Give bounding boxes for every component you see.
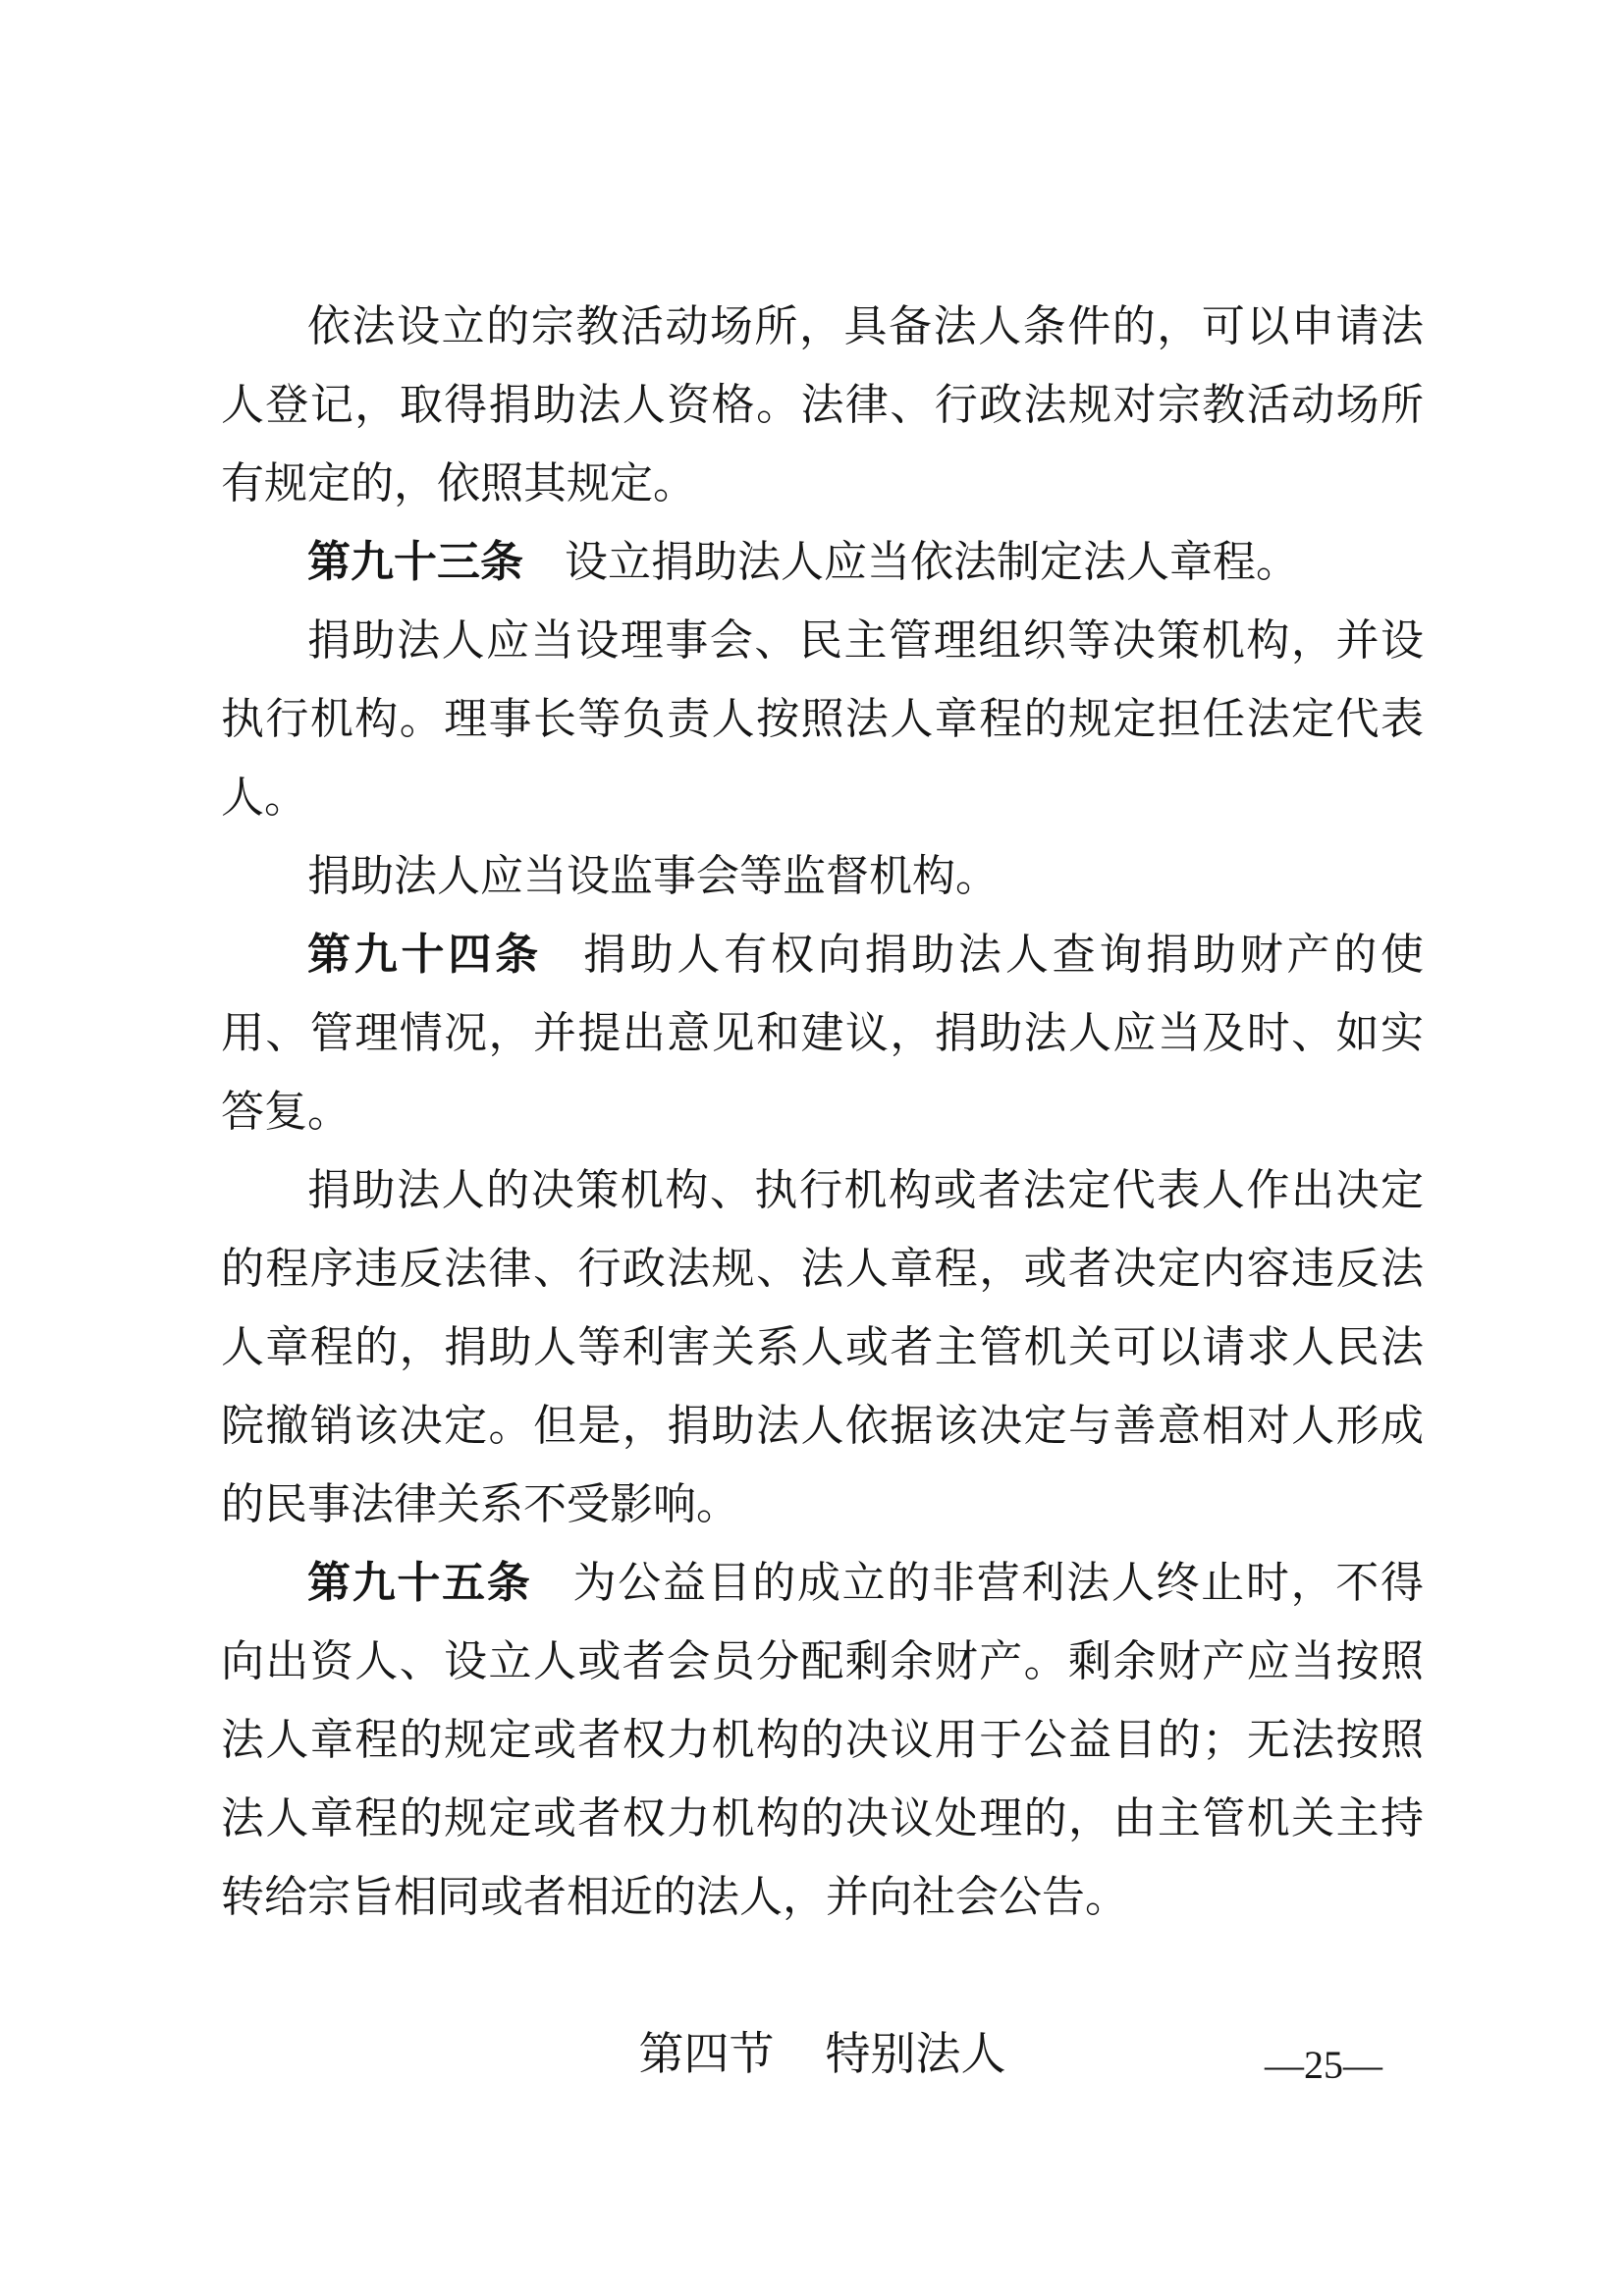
document-body — [221, 288, 1424, 2094]
article-paragraph — [221, 916, 1424, 1151]
article-text: 设立捐助法人应当依法制定法人章程。 — [565, 538, 1299, 586]
page-number: —25— — [1265, 2043, 1382, 2087]
article-number: 第九十五条 — [307, 1559, 532, 1607]
article-paragraph — [221, 1544, 1424, 1937]
paragraph: 捐助法人的决策机构、执行机构或者法定代表人作出决定的程序违反法律、行政法规、法人章程，或者决定内容违反法人章程的，捐助人等利害关系人或者主管机关可以请求人民法院撤销该决定。但是，捐助法人依据该决定与善意相对人形成的民事法律关系不受影响。 — [221, 1166, 1424, 1528]
section-number: 第四节 — [638, 2029, 775, 2079]
section-heading — [221, 2015, 1424, 2094]
article-number: 第九十三条 — [307, 538, 523, 586]
article-text: 捐助人有权向捐助法人查询捐助财产的使用、管理情况，并提出意见和建议，捐助法人应当及时、如实答复。 — [221, 931, 1425, 1136]
article-text: 为公益目的成立的非营利法人终止时，不得向出资人、设立人或者会员分配剩余财产。剩余财产应当按照法人章程的规定或者权力机构的决议用于公益目的；无法按照法人章程的规定或者权力机构的决议处理的，由主管机关主持转给宗旨相同或者相近的法人，并向社会公告。 — [221, 1559, 1425, 1921]
article-number: 第九十四条 — [307, 931, 542, 979]
paragraph: 捐助法人应当设监事会等监督机构。 — [307, 852, 999, 900]
article-paragraph — [221, 523, 1424, 602]
paragraph: 捐助法人应当设理事会、民主管理组织等决策机构，并设执行机构。理事长等负责人按照法人章程的规定担任法定代表人。 — [221, 616, 1424, 822]
paragraph: 依法设立的宗教活动场所，具备法人条件的，可以申请法人登记，取得捐助法人资格。法律、行政法规对宗教活动场所有规定的，依照其规定。 — [221, 302, 1424, 507]
section-title: 特别法人 — [825, 2029, 1006, 2079]
